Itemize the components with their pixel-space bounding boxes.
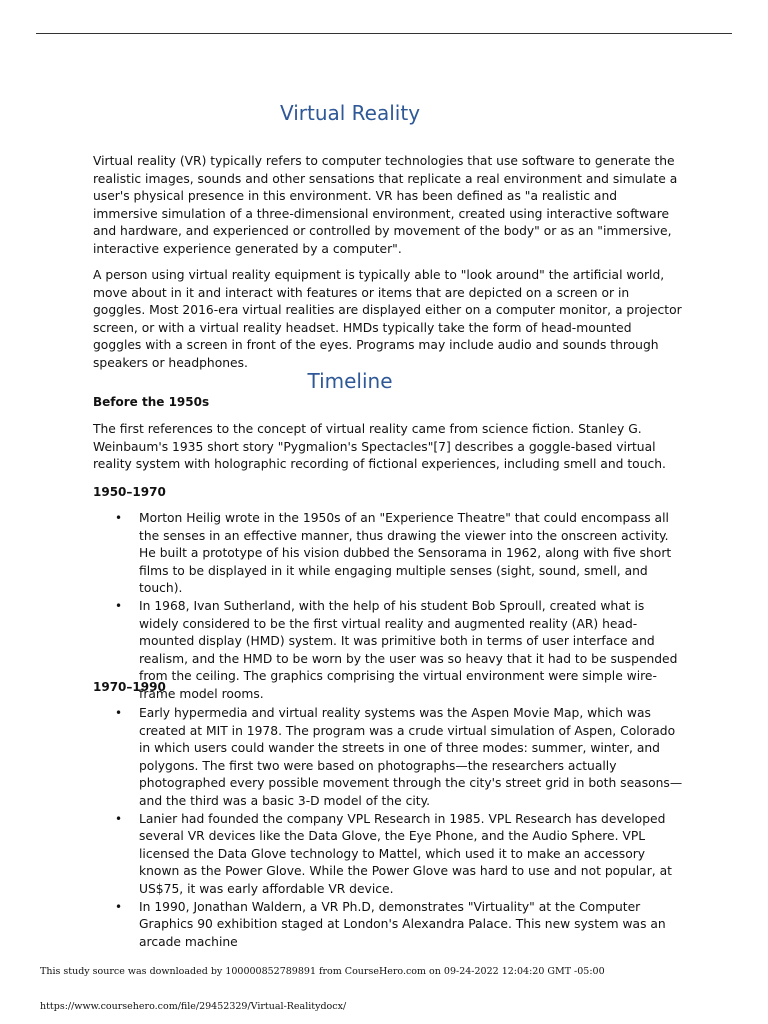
list-item xyxy=(93,899,683,952)
list-item xyxy=(93,510,683,598)
intro-paragraph-1: Virtual reality (VR) typically refers to computer technologies that use software to generate the realistic images, sounds and other sensations that replicate a real environment and simulate a user's physical presence in this environment. VR has been defined as "a realistic and immersive simulation of a three-dimensional environment, created using interactive software and hardware, and experienced or controlled by movement of the body" or as an "immersive, interactive experience generated by a computer". xyxy=(93,154,678,256)
bullet-icon: • xyxy=(115,706,123,720)
bullet-icon: • xyxy=(115,511,123,525)
list-item-text: Early hypermedia and virtual reality systems was the Aspen Movie Map, which was created at MIT in 1978. The program was a crude virtual simulation of Aspen, Colorado in which users could wander the streets in one of three modes: summer, winter, and polygons. The first two were based on photographs—the researchers actually photographed every possible movement through the city's street grid in both seasons—and the third was a basic 3-D model of the city. xyxy=(139,706,683,808)
top-rule xyxy=(36,33,732,34)
bullet-icon: • xyxy=(115,811,123,826)
download-note: This study source was downloaded by 100000852789891 from CourseHero.com on 09-24-2022 12:04:20 GMT -05:00 xyxy=(40,966,605,977)
list-item xyxy=(93,705,683,811)
period-text-before-1950s: The first references to the concept of virtual reality came from science fiction. Stanley G. Weinbaum's 1935 short story "Pygmalion's Spectacles"[7] describes a goggle-based virtual reality system with holographic recording of fictional experiences, including smell and touch. xyxy=(93,422,666,471)
source-url-link[interactable]: https://www.coursehero.com/file/29452329/Virtual-Realitydocx/ xyxy=(40,1001,347,1012)
list-item xyxy=(93,811,683,899)
period-label-1950-1970: 1950–1970 xyxy=(93,485,166,499)
bullet-icon: • xyxy=(115,899,123,914)
period-label-before-1950s: Before the 1950s xyxy=(93,395,210,409)
list-item-text: Lanier had founded the company VPL Research in 1985. VPL Research has developed several VR devices like the Data Glove, the Eye Phone, and the Audio Sphere. VPL licensed the Data Glove technology to Mattel, which used it to make an accessory known as the Power Glove. While the Power Glove was hard to use and not popular, at US$75, it was early affordable VR device. xyxy=(139,811,672,896)
list-item-text: Morton Heilig wrote in the 1950s of an "Experience Theatre" that could encompass all the senses in an effective manner, thus drawing the viewer into the onscreen activity. He built a prototype of his vision dubbed the Sensorama in 1962, along with five short films to be displayed in it while engaging multiple senses (sight, sound, smell, and touch). xyxy=(139,511,672,596)
intro-paragraph-2: A person using virtual reality equipment is typically able to "look around" the artificial world, move about in it and interact with features or items that are depicted on a screen or in goggles. Most 2016-era virtual realities are displayed either on a computer monitor, a projector screen, or with a virtual reality headset. HMDs typically take the form of head-mounted goggles with a screen in front of the eyes. Programs may include audio and sounds through speakers or headphones. xyxy=(93,268,682,370)
timeline-heading: Timeline xyxy=(307,369,393,393)
bullet-list-1950-1970 xyxy=(93,510,683,704)
bullet-icon: • xyxy=(115,598,123,613)
bullet-list-1970-1990 xyxy=(93,705,683,951)
period-label-1970-1990: 1970–1990 xyxy=(93,680,166,694)
list-item xyxy=(93,598,683,704)
document-title: Virtual Reality xyxy=(279,101,421,125)
list-item-text: In 1990, Jonathan Waldern, a VR Ph.D, demonstrates "Virtuality" at the Computer Graphics 90 exhibition staged at London's Alexandra Palace. This new system was an arcade machine xyxy=(139,899,666,949)
list-item-text: In 1968, Ivan Sutherland, with the help of his student Bob Sproull, created what is widely considered to be the first virtual reality and augmented reality (AR) head-mounted display (HMD) system. It was primitive both in terms of user interface and realism, and the HMD to be worn by the user was so heavy that it had to be suspended from the ceiling. The graphics comprising the virtual environment were simple wire-frame model rooms. xyxy=(139,598,678,701)
